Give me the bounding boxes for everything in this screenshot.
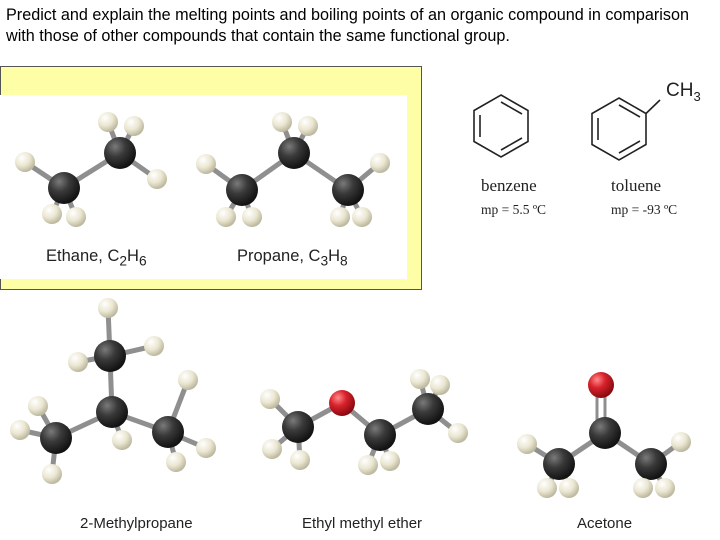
benzene-structure — [466, 90, 536, 170]
ethyl-methyl-ether-model — [250, 365, 480, 495]
methylpropane-model — [0, 292, 230, 502]
acetone-label: Acetone — [577, 515, 633, 532]
slide-heading: Predict and explain the melting points and boiling points of an organic compound in comparison with those of other compounds that contain the same functional group. — [6, 6, 689, 45]
methylpropane-label: 2-Methylpropane — [80, 515, 193, 532]
toluene-mp: mp = -93 ºC — [611, 202, 678, 217]
propane-model — [190, 100, 410, 240]
benzene-name: benzene — [481, 176, 537, 195]
propane-label: Propane, $C_3H_8$ — [237, 247, 348, 269]
toluene-structure — [584, 86, 664, 170]
benzene-mp: mp = 5.5 ºC — [481, 202, 547, 217]
ethyl-methyl-ether-label: Ethyl methyl ether — [302, 515, 423, 532]
toluene-substituent: $CH_3$ — [666, 80, 701, 104]
ethane-model — [0, 100, 200, 240]
acetone-model — [505, 360, 705, 500]
ethane-label: Ethane, $C_2H_6$ — [46, 247, 147, 269]
toluene-name: toluene — [611, 176, 662, 195]
